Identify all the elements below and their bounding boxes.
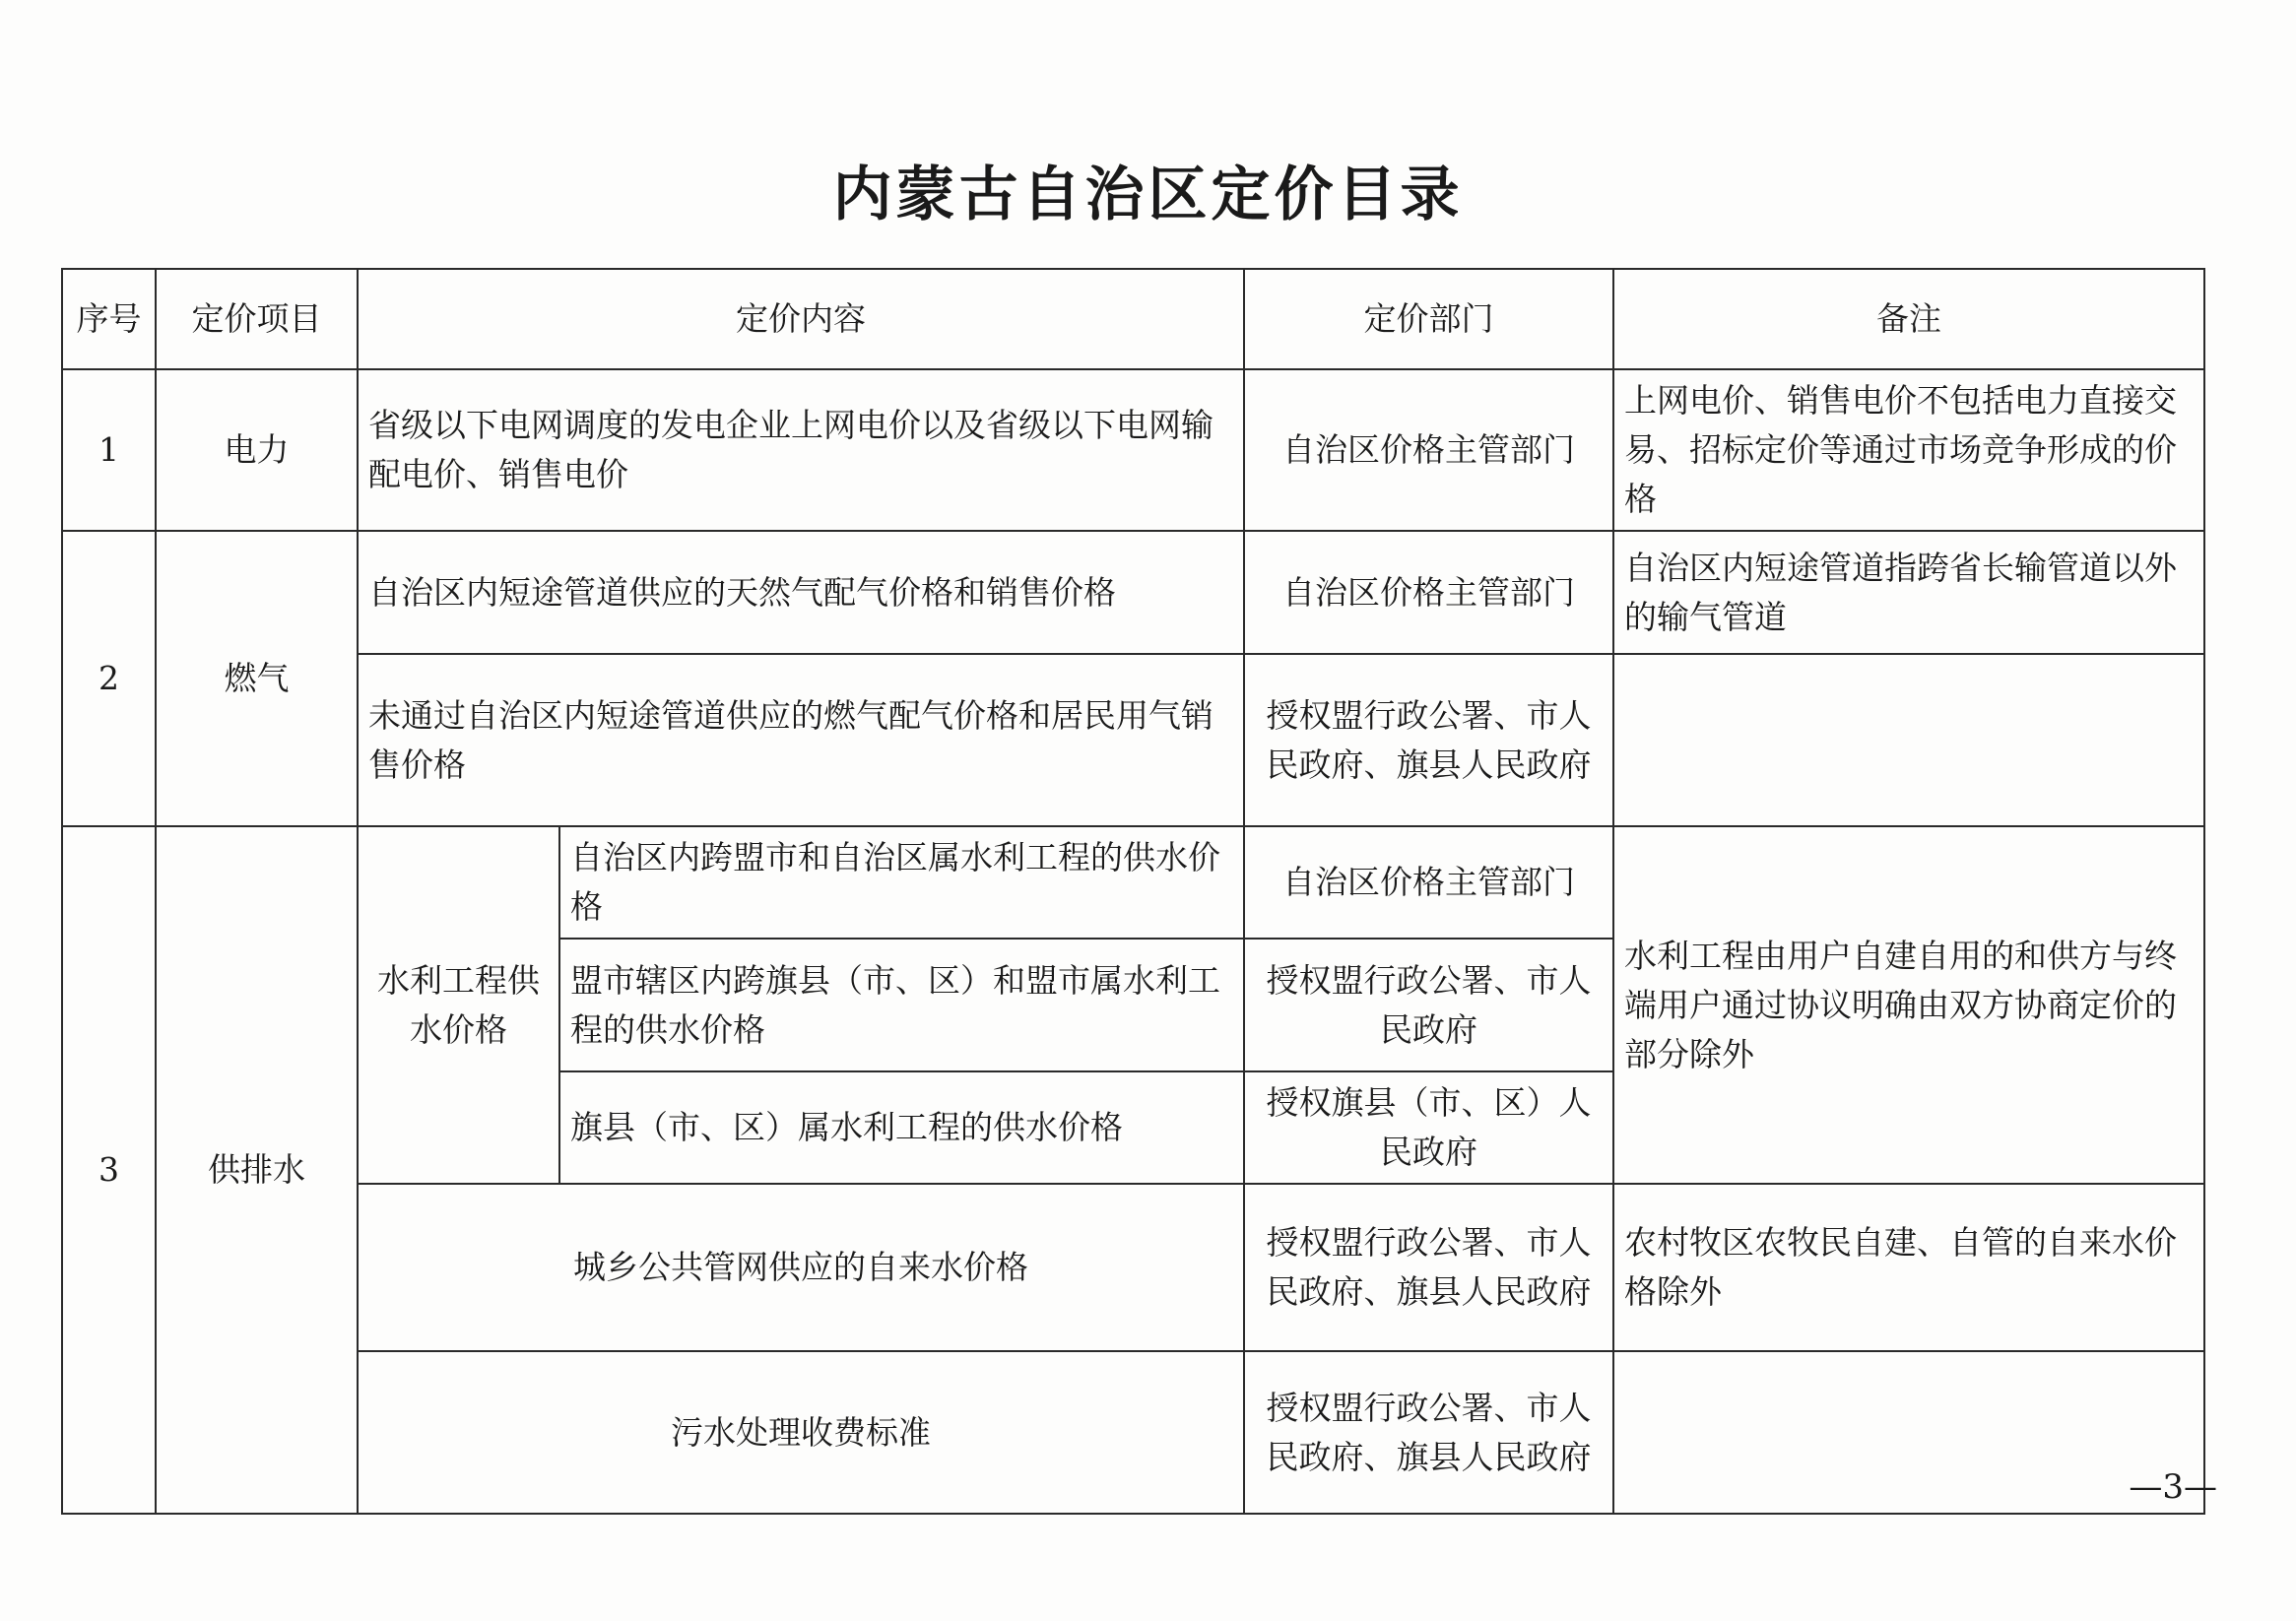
row-note: 水利工程由用户自建自用的和供方与终端用户通过协议明确由双方协商定价的部分除外 xyxy=(1613,826,2204,1184)
header-row xyxy=(62,269,2204,369)
table-row xyxy=(62,1184,2204,1351)
row-note xyxy=(1613,654,2204,826)
header-content: 定价内容 xyxy=(358,269,1244,369)
row-seq: 1 xyxy=(62,369,156,531)
header-note: 备注 xyxy=(1613,269,2204,369)
row-content: 旗县（市、区）属水利工程的供水价格 xyxy=(559,1071,1244,1184)
row-content: 城乡公共管网供应的自来水价格 xyxy=(358,1184,1244,1351)
row-item: 电力 xyxy=(156,369,358,531)
row-item: 供排水 xyxy=(156,826,358,1514)
row-note: 上网电价、销售电价不包括电力直接交易、招标定价等通过市场竞争形成的价格 xyxy=(1613,369,2204,531)
row-content: 自治区内短途管道供应的天然气配气价格和销售价格 xyxy=(358,531,1244,654)
row-dept: 授权盟行政公署、市人民政府、旗县人民政府 xyxy=(1244,654,1613,826)
row-dept: 授权盟行政公署、市人民政府、旗县人民政府 xyxy=(1244,1351,1613,1514)
header-item: 定价项目 xyxy=(156,269,358,369)
table-row xyxy=(62,654,2204,826)
table-row xyxy=(62,826,2204,939)
row-dept: 授权旗县（市、区）人民政府 xyxy=(1244,1071,1613,1184)
row-content: 污水处理收费标准 xyxy=(358,1351,1244,1514)
table-row xyxy=(62,1351,2204,1514)
row-dept: 自治区价格主管部门 xyxy=(1244,826,1613,939)
row-note: 农村牧区农牧民自建、自管的自来水价格除外 xyxy=(1613,1184,2204,1351)
pricing-catalog-table xyxy=(61,268,2205,1515)
row-note: 自治区内短途管道指跨省长输管道以外的输气管道 xyxy=(1613,531,2204,654)
row-content: 未通过自治区内短途管道供应的燃气配气价格和居民用气销售价格 xyxy=(358,654,1244,826)
row-sub-item: 水利工程供水价格 xyxy=(358,826,559,1184)
header-seq: 序号 xyxy=(62,269,156,369)
row-item: 燃气 xyxy=(156,531,358,826)
header-dept: 定价部门 xyxy=(1244,269,1613,369)
row-content: 省级以下电网调度的发电企业上网电价以及省级以下电网输配电价、销售电价 xyxy=(358,369,1244,531)
table-row xyxy=(62,531,2204,654)
row-dept: 自治区价格主管部门 xyxy=(1244,369,1613,531)
page-number: —3— xyxy=(2129,1467,2217,1507)
row-content: 自治区内跨盟市和自治区属水利工程的供水价格 xyxy=(559,826,1244,939)
row-content: 盟市辖区内跨旗县（市、区）和盟市属水利工程的供水价格 xyxy=(559,939,1244,1071)
row-note xyxy=(1613,1351,2204,1514)
row-seq: 3 xyxy=(62,826,156,1514)
row-dept: 自治区价格主管部门 xyxy=(1244,531,1613,654)
document-title: 内蒙古自治区定价目录 xyxy=(832,161,1464,229)
table-row xyxy=(62,369,2204,531)
row-dept: 授权盟行政公署、市人民政府 xyxy=(1244,939,1613,1071)
row-dept: 授权盟行政公署、市人民政府、旗县人民政府 xyxy=(1244,1184,1613,1351)
row-seq: 2 xyxy=(62,531,156,826)
